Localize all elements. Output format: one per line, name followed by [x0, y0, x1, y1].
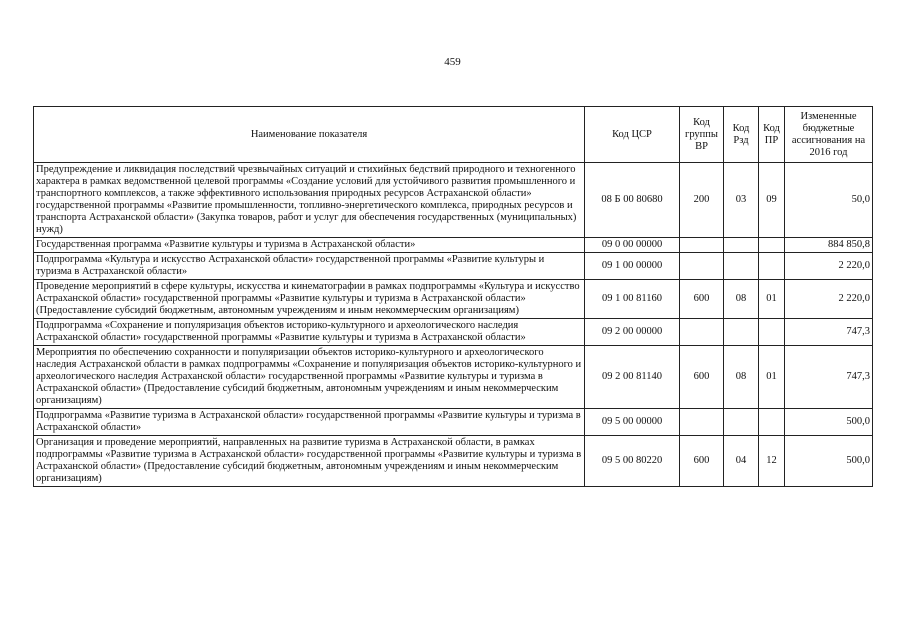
row-vr: 200 — [680, 163, 724, 238]
table-row — [34, 409, 873, 436]
row-amount: 2 220,0 — [785, 253, 873, 280]
header-amount: Измененные бюджетные ассигнования на 2016 год — [785, 107, 873, 163]
table-row — [34, 163, 873, 238]
row-csr: 09 0 00 00000 — [585, 238, 680, 253]
row-amount: 747,3 — [785, 319, 873, 346]
row-csr: 09 1 00 81160 — [585, 280, 680, 319]
row-vr: 600 — [680, 280, 724, 319]
row-name: Подпрограмма «Развитие туризма в Астраханской области» государственной программы «Развитие культуры и туризма в Астраханской области» — [34, 409, 585, 436]
row-rzd: 03 — [724, 163, 759, 238]
row-csr: 09 5 00 00000 — [585, 409, 680, 436]
row-amount: 500,0 — [785, 409, 873, 436]
table-row — [34, 238, 873, 253]
header-pr: Код ПР — [759, 107, 785, 163]
row-vr: 600 — [680, 346, 724, 409]
row-rzd — [724, 409, 759, 436]
budget-table — [33, 106, 873, 487]
row-rzd: 08 — [724, 346, 759, 409]
row-vr: 600 — [680, 436, 724, 487]
row-amount: 2 220,0 — [785, 280, 873, 319]
row-pr: 09 — [759, 163, 785, 238]
row-vr — [680, 319, 724, 346]
row-rzd: 08 — [724, 280, 759, 319]
row-amount: 884 850,8 — [785, 238, 873, 253]
row-pr — [759, 238, 785, 253]
row-name: Организация и проведение мероприятий, направленных на развитие туризма в Астраханской области, в рамках подпрограммы «Развитие туризма в Астраханской области» государственной программы «Развитие культуры и туризма в Астраханской области» (Предоставление субсидий бюджетным, автономным учреждениям и иным некоммерческим организациям) — [34, 436, 585, 487]
row-pr: 01 — [759, 346, 785, 409]
row-name: Проведение мероприятий в сфере культуры, искусства и кинематографии в рамках подпрограммы «Культура и искусство Астраханской области» государственной программы «Развитие культуры и туризма в Астраханской области» (Предоставление субсидий бюджетным, автономным учреждениям и иным некоммерческим организациям) — [34, 280, 585, 319]
row-name: Подпрограмма «Культура и искусство Астраханской области» государственной программы «Развитие культуры и туризма в Астраханской области» — [34, 253, 585, 280]
table-row — [34, 280, 873, 319]
row-name: Государственная программа «Развитие культуры и туризма в Астраханской области» — [34, 238, 585, 253]
row-vr — [680, 238, 724, 253]
row-csr: 09 1 00 00000 — [585, 253, 680, 280]
header-rzd: Код Рзд — [724, 107, 759, 163]
row-amount: 747,3 — [785, 346, 873, 409]
table-row — [34, 346, 873, 409]
row-rzd — [724, 253, 759, 280]
row-pr — [759, 253, 785, 280]
row-csr: 09 5 00 80220 — [585, 436, 680, 487]
row-csr: 08 Б 00 80680 — [585, 163, 680, 238]
row-pr — [759, 409, 785, 436]
header-csr: Код ЦСР — [585, 107, 680, 163]
row-pr — [759, 319, 785, 346]
row-name: Мероприятия по обеспечению сохранности и популяризации объектов историко-культурного и археологического наследия Астраханской области в рамках подпрограммы «Сохранение и популяризация объектов историко-культурного и археологического наследия Астраханской области» государственной программы «Развитие культуры и туризма в Астраханской области» (Предоставление субсидий бюджетным, автономным учреждениям и иным некоммерческим организациям) — [34, 346, 585, 409]
table-row — [34, 436, 873, 487]
header-vr: Код группы ВР — [680, 107, 724, 163]
table-header-row — [34, 107, 873, 163]
row-rzd — [724, 238, 759, 253]
table-row — [34, 319, 873, 346]
row-pr: 12 — [759, 436, 785, 487]
row-csr: 09 2 00 81140 — [585, 346, 680, 409]
row-amount: 500,0 — [785, 436, 873, 487]
row-vr — [680, 253, 724, 280]
row-csr: 09 2 00 00000 — [585, 319, 680, 346]
page-number: 459 — [444, 56, 461, 68]
header-name: Наименование показателя — [34, 107, 585, 163]
row-vr — [680, 409, 724, 436]
row-pr: 01 — [759, 280, 785, 319]
row-amount: 50,0 — [785, 163, 873, 238]
row-name: Предупреждение и ликвидация последствий чрезвычайных ситуаций и стихийных бедствий природного и техногенного характера в рамках ведомственной целевой программы «Создание условий для устойчивого развития промышленного и транспортного комплексов, а также эффективного использования природных ресурсов Астраханской области» государственной программы «Развитие промышленности, топливно-энергетического комплекса, природных ресурсов и транспорта Астраханской области» (Закупка товаров, работ и услуг для обеспечения государственных (муниципальных) нужд) — [34, 163, 585, 238]
table-row — [34, 253, 873, 280]
row-name: Подпрограмма «Сохранение и популяризация объектов историко-культурного и археологического наследия Астраханской области» государственной программы «Развитие культуры и туризма в Астраханской области» — [34, 319, 585, 346]
row-rzd — [724, 319, 759, 346]
row-rzd: 04 — [724, 436, 759, 487]
